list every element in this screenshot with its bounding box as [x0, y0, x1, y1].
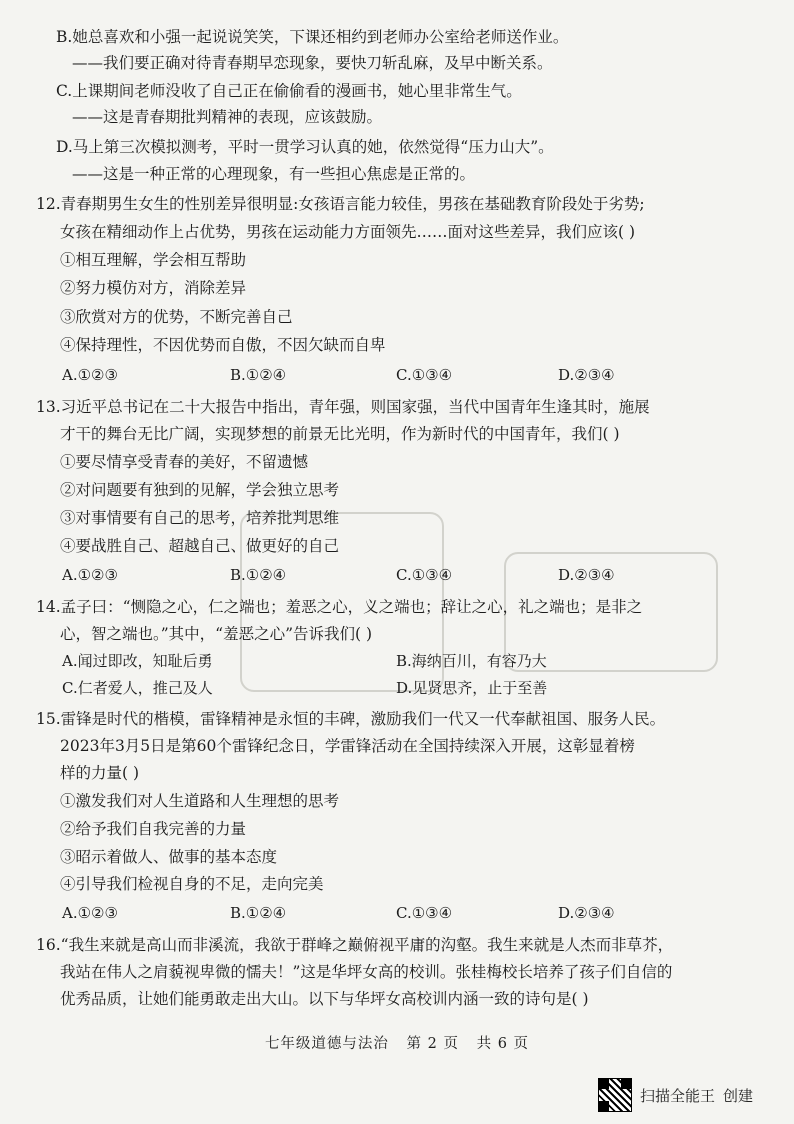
- q13-choice-c: C.①③④: [396, 566, 453, 584]
- q12-item-1: ①相互理解，学会相互帮助: [60, 251, 247, 269]
- q11-option-b: B.她总喜欢和小强一起说说笑笑，下课还相约到老师办公室给老师送作业。: [56, 28, 569, 46]
- q14-choice-d: D.见贤思齐，止于至善: [396, 679, 548, 697]
- q13-item-1: ①要尽情享受青春的美好，不留遗憾: [60, 453, 309, 471]
- q14-stem-line-2: 心，智之端也。”其中，“羞恶之心”告诉我们( ): [60, 625, 373, 643]
- q16-stem-line-2: 我站在伟人之肩藐视卑微的懦夫！”这是华坪女高的校训。张桂梅校长培养了孩子们自信的: [60, 963, 673, 981]
- q15-stem-line-2: 2023年3月5日是第60个雷锋纪念日，学雷锋活动在全国持续深入开展，这彰显着榜: [60, 737, 635, 755]
- q14-choice-a: A.闻过即改，知耻后勇: [62, 652, 213, 670]
- q15-item-2: ②给予我们自我完善的力量: [60, 820, 247, 838]
- q14-choice-b: B.海纳百川，有容乃大: [396, 652, 547, 670]
- q12-item-4: ④保持理性，不因优势而自傲，不因欠缺而自卑: [60, 336, 386, 354]
- footer-total-pages: 共 6 页: [476, 1036, 530, 1052]
- q12-item-2: ②努力模仿对方，消除差异: [60, 279, 247, 297]
- page-footer: [0, 1032, 794, 1053]
- q14-choice-c: C.仁者爱人，推己及人: [62, 679, 213, 697]
- footer-subject: 七年级道德与法治: [264, 1036, 389, 1052]
- q11-option-c: C.上课期间老师没收了自己正在偷偷看的漫画书，她心里非常生气。: [56, 82, 522, 100]
- q13-item-3: ③对事情要有自己的思考，培养批判思维: [60, 509, 340, 527]
- q12-choice-a: A.①②③: [62, 366, 118, 384]
- q12-choice-b: B.①②④: [230, 366, 287, 384]
- q13-choice-d: D.②③④: [558, 566, 615, 584]
- q15-stem-line-1: 15.雷锋是时代的楷模，雷锋精神是永恒的丰碑，激励我们一代又一代奉献祖国、服务人民。: [36, 710, 666, 728]
- q12-choice-c: C.①③④: [396, 366, 453, 384]
- q13-choice-b: B.①②④: [230, 566, 287, 584]
- q11-option-d-comment: ——这是一种正常的心理现象，有一些担心焦虑是正常的。: [72, 165, 476, 183]
- q11-option-c-comment: ——这是青春期批判精神的表现，应该鼓励。: [72, 108, 383, 126]
- q16-stem-line-3: 优秀品质，让她们能勇敢走出大山。以下与华坪女高校训内涵一致的诗句是( ): [60, 990, 589, 1008]
- q13-stem-line-1: 13.习近平总书记在二十大报告中指出，青年强，则国家强，当代中国青年生逢其时，施展: [36, 398, 650, 416]
- q15-choice-d: D.②③④: [558, 904, 615, 922]
- q13-choice-a: A.①②③: [62, 566, 118, 584]
- footer-page-number: 第 2 页: [406, 1036, 459, 1052]
- q12-item-3: ③欣赏对方的优势，不断完善自己: [60, 308, 293, 326]
- q15-item-1: ①激发我们对人生道路和人生理想的思考: [60, 792, 340, 810]
- q15-choice-b: B.①②④: [230, 904, 287, 922]
- scanner-action: 创建: [723, 1086, 754, 1105]
- scanner-app-name: 扫描全能王: [640, 1086, 716, 1105]
- q13-stem-line-2: 才干的舞台无比广阔，实现梦想的前景无比光明，作为新时代的中国青年，我们( ): [60, 425, 620, 443]
- q15-choice-c: C.①③④: [396, 904, 453, 922]
- q12-stem-line-1: 12.青春期男生女生的性别差异很明显:女孩语言能力较佳，男孩在基础教育阶段处于劣势;: [36, 195, 645, 213]
- q13-item-2: ②对问题要有独到的见解，学会独立思考: [60, 481, 340, 499]
- q15-item-3: ③昭示着做人、做事的基本态度: [60, 848, 278, 866]
- scanner-watermark: [598, 1078, 753, 1112]
- q12-choice-d: D.②③④: [558, 366, 615, 384]
- q11-option-b-comment: ——我们要正确对待青春期早恋现象，要快刀斩乱麻，及早中断关系。: [72, 54, 553, 72]
- q14-stem-line-1: 14.孟子曰：“恻隐之心，仁之端也；羞恶之心，义之端也；辞让之心，礼之端也；是非之: [36, 598, 643, 616]
- q15-stem-line-3: 样的力量( ): [60, 764, 140, 782]
- q15-item-4: ④引导我们检视自身的不足，走向完美: [60, 875, 324, 893]
- q12-stem-line-2: 女孩在精细动作上占优势，男孩在运动能力方面领先……面对这些差异，我们应该( ): [60, 223, 636, 241]
- q15-choice-a: A.①②③: [62, 904, 118, 922]
- qr-code-icon: [598, 1078, 632, 1112]
- q16-stem-line-1: 16.“我生来就是高山而非溪流，我欲于群峰之巅俯视平庸的沟壑。我生来就是人杰而非草芥，: [36, 936, 674, 954]
- q11-option-d: D.马上第三次模拟测考，平时一贯学习认真的她，依然觉得“压力山大”。: [56, 138, 554, 156]
- q13-item-4: ④要战胜自己、超越自己、做更好的自己: [60, 537, 340, 555]
